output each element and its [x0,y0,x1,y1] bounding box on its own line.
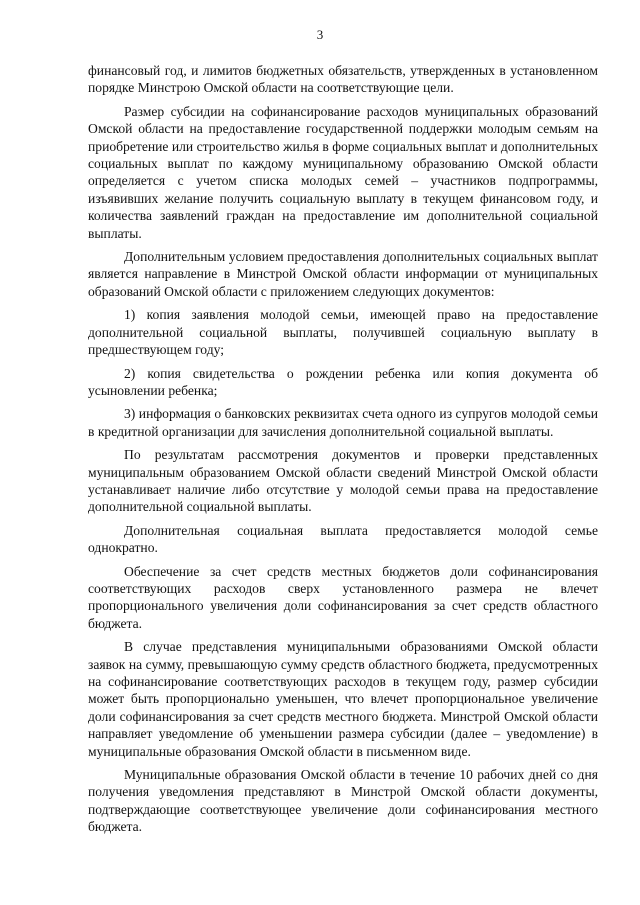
document-body [88,62,598,842]
paragraph-additional-condition: Дополнительным условием предоставления дополнительных социальных выплат является направление в Минстрой Омской области информации от муниципальных образований Омской области с приложением следующих документов: [88,249,598,299]
paragraph-municipal-documents: Муниципальные образования Омской области в течение 10 рабочих дней со дня получения уведомления представляют в Минстрой Омской области документы, подтверждающие соответствующее увеличение доли софинансирования местного бюджета. [88,767,598,835]
paragraph-one-time-payment: Дополнительная социальная выплата предоставляется молодой семье однократно. [88,522,598,556]
paragraph-proportional-reduction: В случае представления муниципальными образованиями Омской области заявок на сумму, превышающую сумму средств областного бюджета, предусмотренных на софинансирование соответствующих расходов в текущем году, размер субсидии может быть пропорционально уменьшен, что влечет пропорциональное увеличение доли софинансирования за счет средств местного бюджета. Минстрой Омской области направляет уведомление об уменьшении размера субсидии (далее – уведомление) в муниципальные образования Омской области в письменном виде. [88,639,598,759]
list-item-2: 2) копия свидетельства о рождении ребенка или копия документа об усыновлении ребенка; [88,365,598,398]
list-item-3: 3) информация о банковских реквизитах счета одного из супругов молодой семьи в кредитной организации для зачисления дополнительной социальной выплаты. [88,406,598,439]
list-item-1: 1) копия заявления молодой семьи, имеющей право на предоставление дополнительной социальной выплаты, получившей социальную выплату в предшествующем году; [88,307,598,358]
paragraph-continuation: финансовый год, и лимитов бюджетных обязательств, утвержденных в установленном порядке Минстрою Омской области на соответствующие цели. [88,63,598,96]
page-number: 3 [316,27,324,42]
paragraph-local-budgets: Обеспечение за счет средств местных бюджетов доли софинансирования соответствующих расходов сверх установленного размера не влечет пропорционального увеличения доли софинансирования за счет средств областного бюджета. [88,563,598,631]
paragraph-review-results: По результатам рассмотрения документов и проверки представленных муниципальным образованием Омской области сведений Минстрой Омской области устанавливает наличие либо отсутствие у молодой семьи права на предоставление дополнительной социальной выплаты. [88,447,598,515]
paragraph-subsidy-size: Размер субсидии на софинансирование расходов муниципальных образований Омской области на предоставление государственной поддержки молодым семьям на приобретение или строительство жилья в форме социальных выплат и дополнительных социальных выплат по каждому муниципальному образованию Омской области определяется с учетом списка молодых семей – участников подпрограммы, изъявивших желание получить социальную выплату в текущем финансовом году, и количества заявлений граждан на предоставление им дополнительной социальной выплаты. [88,103,598,241]
